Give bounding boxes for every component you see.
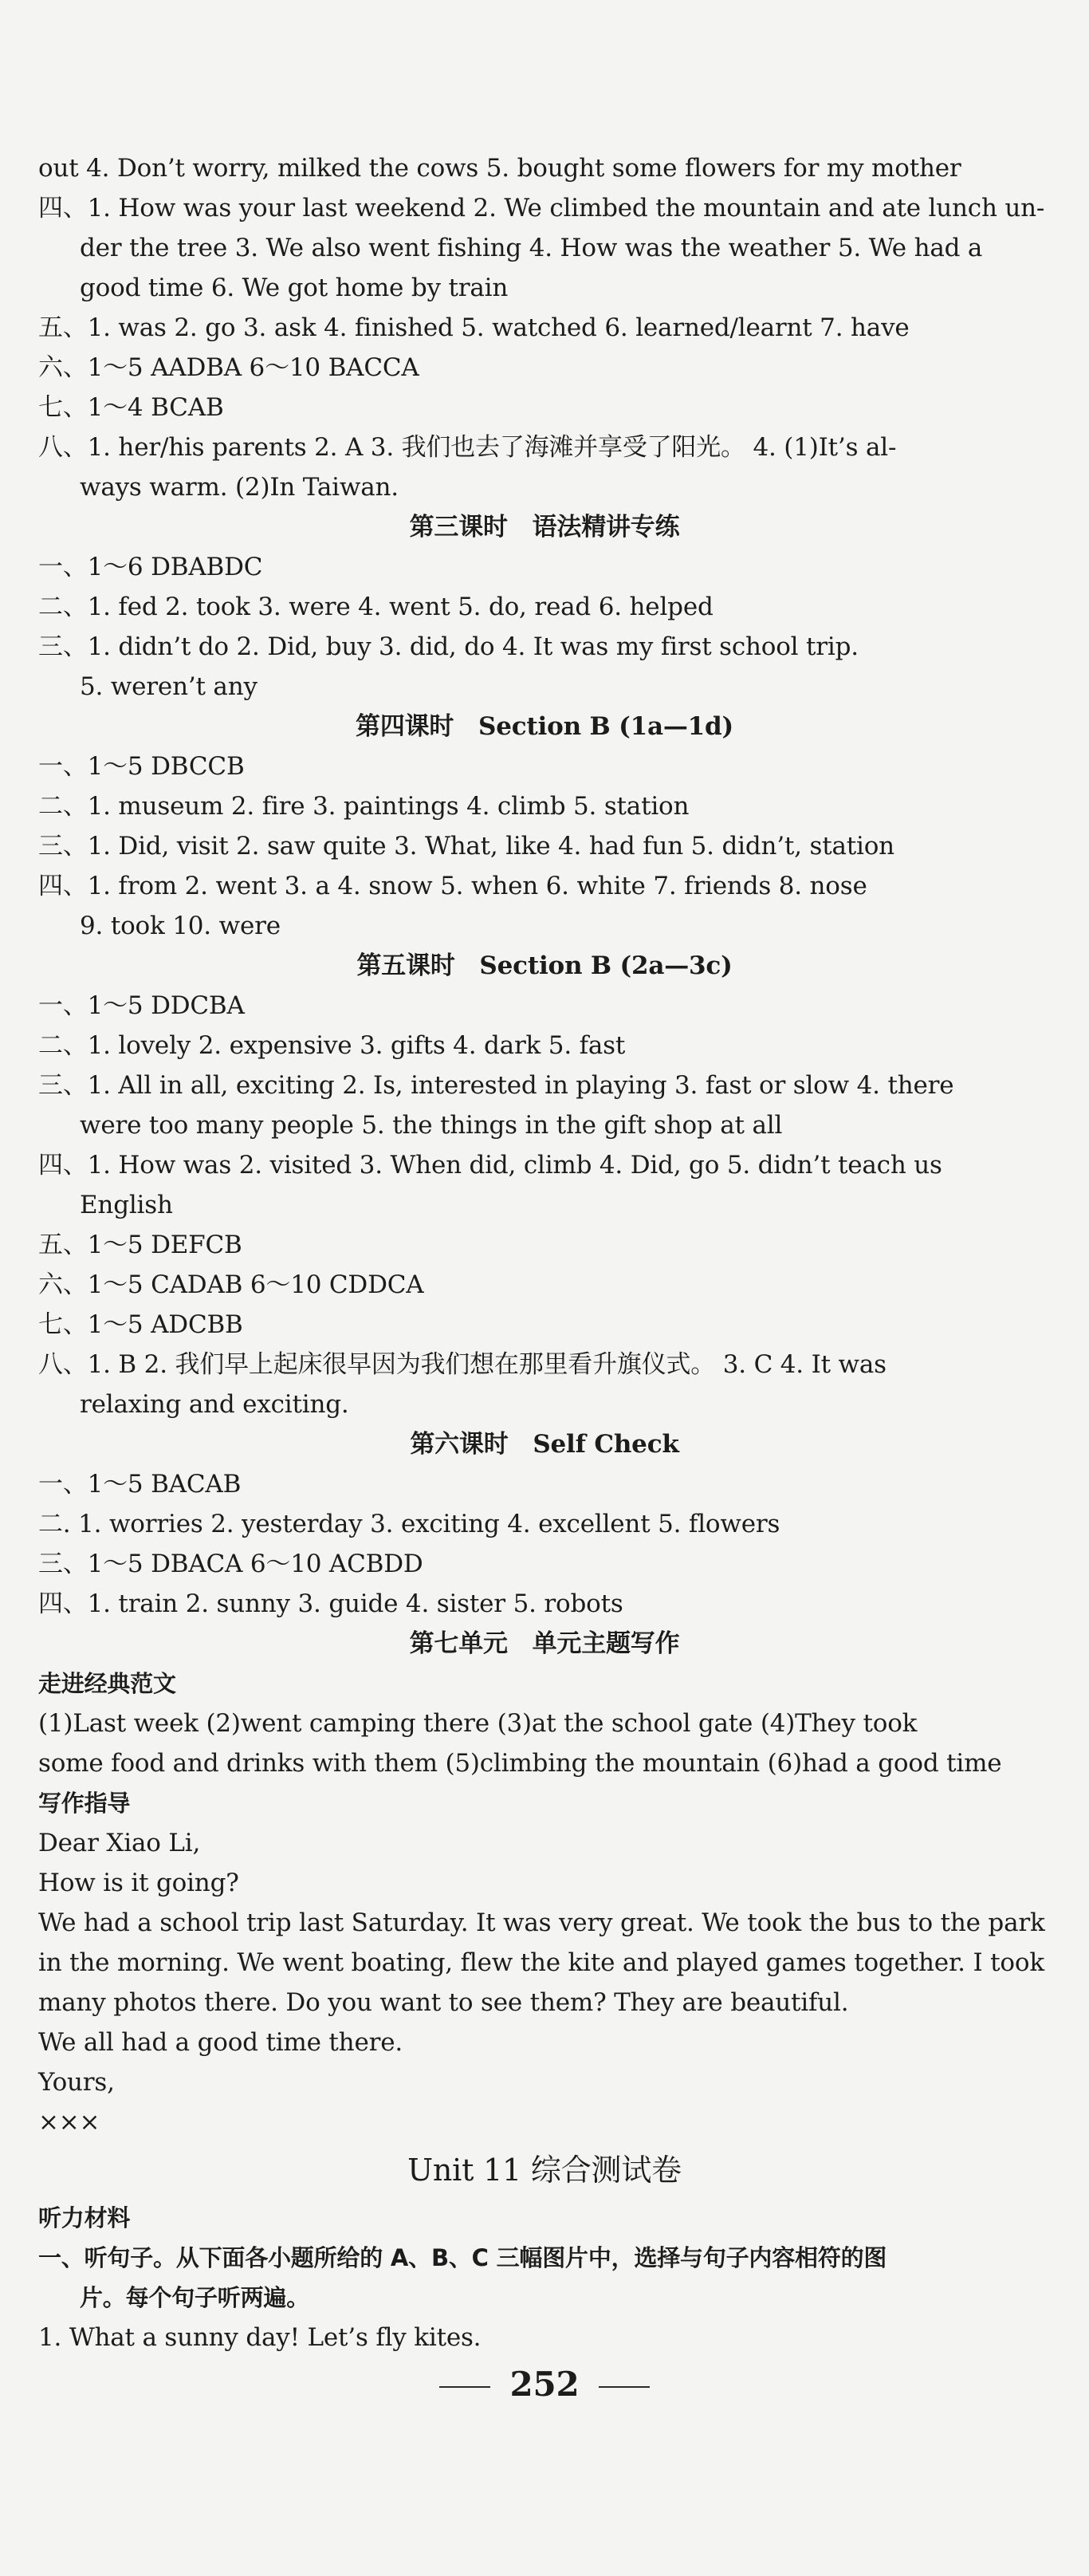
section-heading: 第六课时 Self Check bbox=[410, 1430, 679, 1459]
text-line: 9. took 10. were bbox=[80, 912, 281, 940]
subsection-label: 走进经典范文 bbox=[38, 1670, 176, 1697]
text-line: 二. 1. worries 2. yesterday 3. exciting 4. excellent 5. flowers bbox=[38, 1510, 780, 1538]
text-line: 五、1～5 DEFCB bbox=[38, 1231, 242, 1259]
text-line: relaxing and exciting. bbox=[80, 1390, 349, 1419]
instruction-line: 片。每个句子听两遍。 bbox=[80, 2284, 310, 2311]
text-line: some food and drinks with them (5)climbing the mountain (6)had a good time bbox=[38, 1749, 1002, 1778]
text-line: 三、1. All in all, exciting 2. Is, interested in playing 3. fast or slow 4. there bbox=[38, 1071, 954, 1100]
text-line: in the morning. We went boating, flew the kite and played games together. I took bbox=[38, 1948, 1044, 1977]
text-line: 六、1～5 AADBA 6～10 BACCA bbox=[38, 353, 419, 382]
section-heading: 第四课时 Section B (1a—1d) bbox=[356, 712, 733, 741]
section-heading: 第七单元 单元主题写作 bbox=[409, 1629, 680, 1658]
text-line: 三、1. Did, visit 2. saw quite 3. What, like 4. had fun 5. didn’t, station bbox=[38, 832, 894, 861]
text-line: ××× bbox=[38, 2108, 100, 2137]
text-line: 六、1～5 CADAB 6～10 CDDCA bbox=[38, 1270, 424, 1299]
unit-test-title: Unit 11 综合测试卷 bbox=[407, 2153, 682, 2188]
text-line: 七、1～5 ADCBB bbox=[38, 1310, 243, 1339]
text-line: good time 6. We got home by train bbox=[80, 274, 509, 302]
text-line: 1. What a sunny day! Let’s fly kites. bbox=[38, 2323, 482, 2352]
section-heading: 第五课时 Section B (2a—3c) bbox=[356, 951, 733, 980]
text-line: ways warm. (2)In Taiwan. bbox=[80, 473, 399, 502]
text-line: many photos there. Do you want to see them? They are beautiful. bbox=[38, 1988, 849, 2017]
text-line: 三、1. didn’t do 2. Did, buy 3. did, do 4. It was my first school trip. bbox=[38, 632, 859, 661]
text-line: 一、1～5 DDCBA bbox=[38, 991, 245, 1020]
text-line: English bbox=[80, 1191, 173, 1219]
text-line: 一、1～5 BACAB bbox=[38, 1470, 242, 1499]
text-line: 四、1. from 2. went 3. a 4. snow 5. when 6. white 7. friends 8. nose bbox=[38, 872, 867, 900]
text-line: How is it going? bbox=[38, 1869, 239, 1897]
text-line: 二、1. museum 2. fire 3. paintings 4. climb 5. station bbox=[38, 792, 690, 821]
text-line: were too many people 5. the things in the gift shop at all bbox=[80, 1111, 783, 1140]
text-line: 二、1. lovely 2. expensive 3. gifts 4. dark 5. fast bbox=[38, 1031, 626, 1060]
text-line: 四、1. How was your last weekend 2. We climbed the mountain and ate lunch un- bbox=[38, 194, 1045, 223]
text-line: Yours, bbox=[38, 2068, 115, 2097]
subsection-label: 写作指导 bbox=[38, 1790, 131, 1817]
text-line: 八、1. B 2. 我们早上起床很早因为我们想在那里看升旗仪式。 3. C 4. It was bbox=[38, 1350, 887, 1379]
text-line: We all had a good time there. bbox=[38, 2028, 403, 2057]
text-line: We had a school trip last Saturday. It was very great. We took the bus to the park bbox=[38, 1908, 1045, 1937]
text-line: 七、1～4 BCAB bbox=[38, 393, 224, 422]
text-line: 三、1～5 DBACA 6～10 ACBDD bbox=[38, 1550, 423, 1578]
section-heading: 第三课时 语法精讲专练 bbox=[409, 513, 680, 542]
dash-left bbox=[439, 2386, 490, 2388]
text-line: 一、1～5 DBCCB bbox=[38, 752, 245, 781]
text-line: out 4. Don’t worry, milked the cows 5. bought some flowers for my mother bbox=[38, 154, 961, 183]
instruction-line: 一、听句子。从下面各小题所给的 A、B、C 三幅图片中，选择与句子内容相符的图 bbox=[38, 2244, 887, 2271]
page-number: 252 bbox=[0, 2362, 1089, 2407]
text-line: 四、1. How was 2. visited 3. When did, climb 4. Did, go 5. didn’t teach us bbox=[38, 1151, 942, 1180]
text-line: Dear Xiao Li, bbox=[38, 1829, 201, 1857]
text-line: 一、1～6 DBABDC bbox=[38, 553, 263, 581]
text-line: (1)Last week (2)went camping there (3)at the school gate (4)They took bbox=[38, 1709, 918, 1738]
text-line: 四、1. train 2. sunny 3. guide 4. sister 5. robots bbox=[38, 1589, 623, 1618]
text-line: 5. weren’t any bbox=[80, 672, 258, 701]
subsection-label: 听力材料 bbox=[38, 2204, 131, 2231]
dash-right bbox=[599, 2386, 650, 2388]
text-line: der the tree 3. We also went fishing 4. How was the weather 5. We had a bbox=[80, 234, 983, 262]
text-line: 五、1. was 2. go 3. ask 4. finished 5. watched 6. learned/learnt 7. have bbox=[38, 313, 910, 342]
text-line: 二、1. fed 2. took 3. were 4. went 5. do, read 6. helped bbox=[38, 593, 714, 621]
text-line: 八、1. her/his parents 2. A 3. 我们也去了海滩并享受了阳光。 4. (1)It’s al- bbox=[38, 433, 897, 462]
